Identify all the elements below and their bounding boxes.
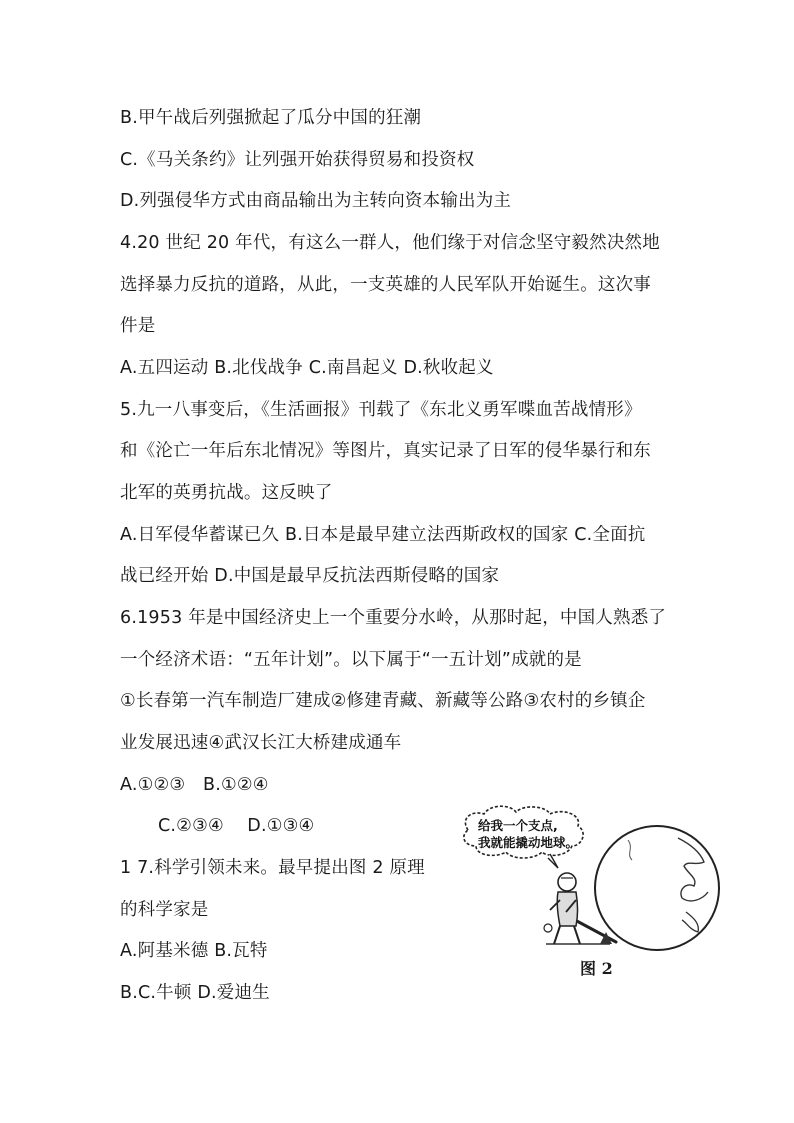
lever-cartoon-illustration — [450, 800, 720, 960]
option-3b: B.甲午战后列强掀起了瓜分中国的狂潮 — [120, 108, 422, 128]
question-5-options-line-2: 战已经开始 D.中国是最早反抗法西斯侵略的国家 — [120, 566, 500, 586]
question-7-line-2: 的科学家是 — [120, 900, 209, 920]
question-5-line-2: 和《沦亡一年后东北情况》等图片，真实记录了日军的侵华暴行和东 — [120, 441, 651, 461]
speech-bubble — [464, 806, 583, 868]
figure-caption: 图 2 — [580, 959, 613, 978]
archimedes-figure — [544, 873, 580, 944]
question-6-line-2: 一个经济术语：“五年计划”。以下属于“一五计划”成就的是 — [120, 650, 582, 670]
question-4-options: A.五四运动 B.北伐战争 C.南昌起义 D.秋收起义 — [120, 358, 494, 378]
question-5-options-line-1: A.日军侵华蓄谋已久 B.日本是最早建立法西斯政权的国家 C.全面抗 — [120, 525, 646, 545]
question-4-line-2: 选择暴力反抗的道路，从此，一支英雄的人民军队开始诞生。这次事 — [120, 275, 651, 295]
question-6-line-4: 业发展迅速④武汉长江大桥建成通车 — [120, 733, 402, 753]
speech-text-line-1: 给我一个支点, — [478, 818, 558, 833]
question-4-line-3: 件是 — [120, 316, 156, 336]
speech-text-line-2: 我就能撬动地球。 — [478, 835, 579, 850]
question-5-line-1: 5.九一八事变后，《生活画报》刊载了《东北义勇军喋血苦战情形》 — [120, 400, 642, 420]
question-6-options-line-2: C.②③④ D.①③④ — [158, 816, 315, 836]
question-6-options-line-1: A.①②③ B.①②④ — [120, 775, 269, 795]
earth-globe — [595, 826, 719, 950]
question-7-options-line-1: A.阿基米德 B.瓦特 — [120, 941, 268, 961]
question-7-options-line-2: B.C.牛顿 D.爱迪生 — [120, 983, 270, 1003]
option-3d: D.列强侵华方式由商品输出为主转向资本输出为主 — [120, 191, 512, 211]
question-4-line-1: 4.20 世纪 20 年代，有这么一群人，他们缘于对信念坚守毅然决然地 — [120, 233, 660, 253]
option-3c: C.《马关条约》让列强开始获得贸易和投资权 — [120, 150, 475, 170]
question-6-line-1: 6.1953 年是中国经济史上一个重要分水岭，从那时起，中国人熟悉了 — [120, 608, 667, 628]
question-7-line-1: 1 7.科学引领未来。最早提出图 2 原理 — [120, 858, 425, 878]
question-5-line-3: 北军的英勇抗战。这反映了 — [120, 483, 333, 503]
question-6-line-3: ①长春第一汽车制造厂建成②修建青藏、新藏等公路③农村的乡镇企 — [120, 691, 646, 711]
